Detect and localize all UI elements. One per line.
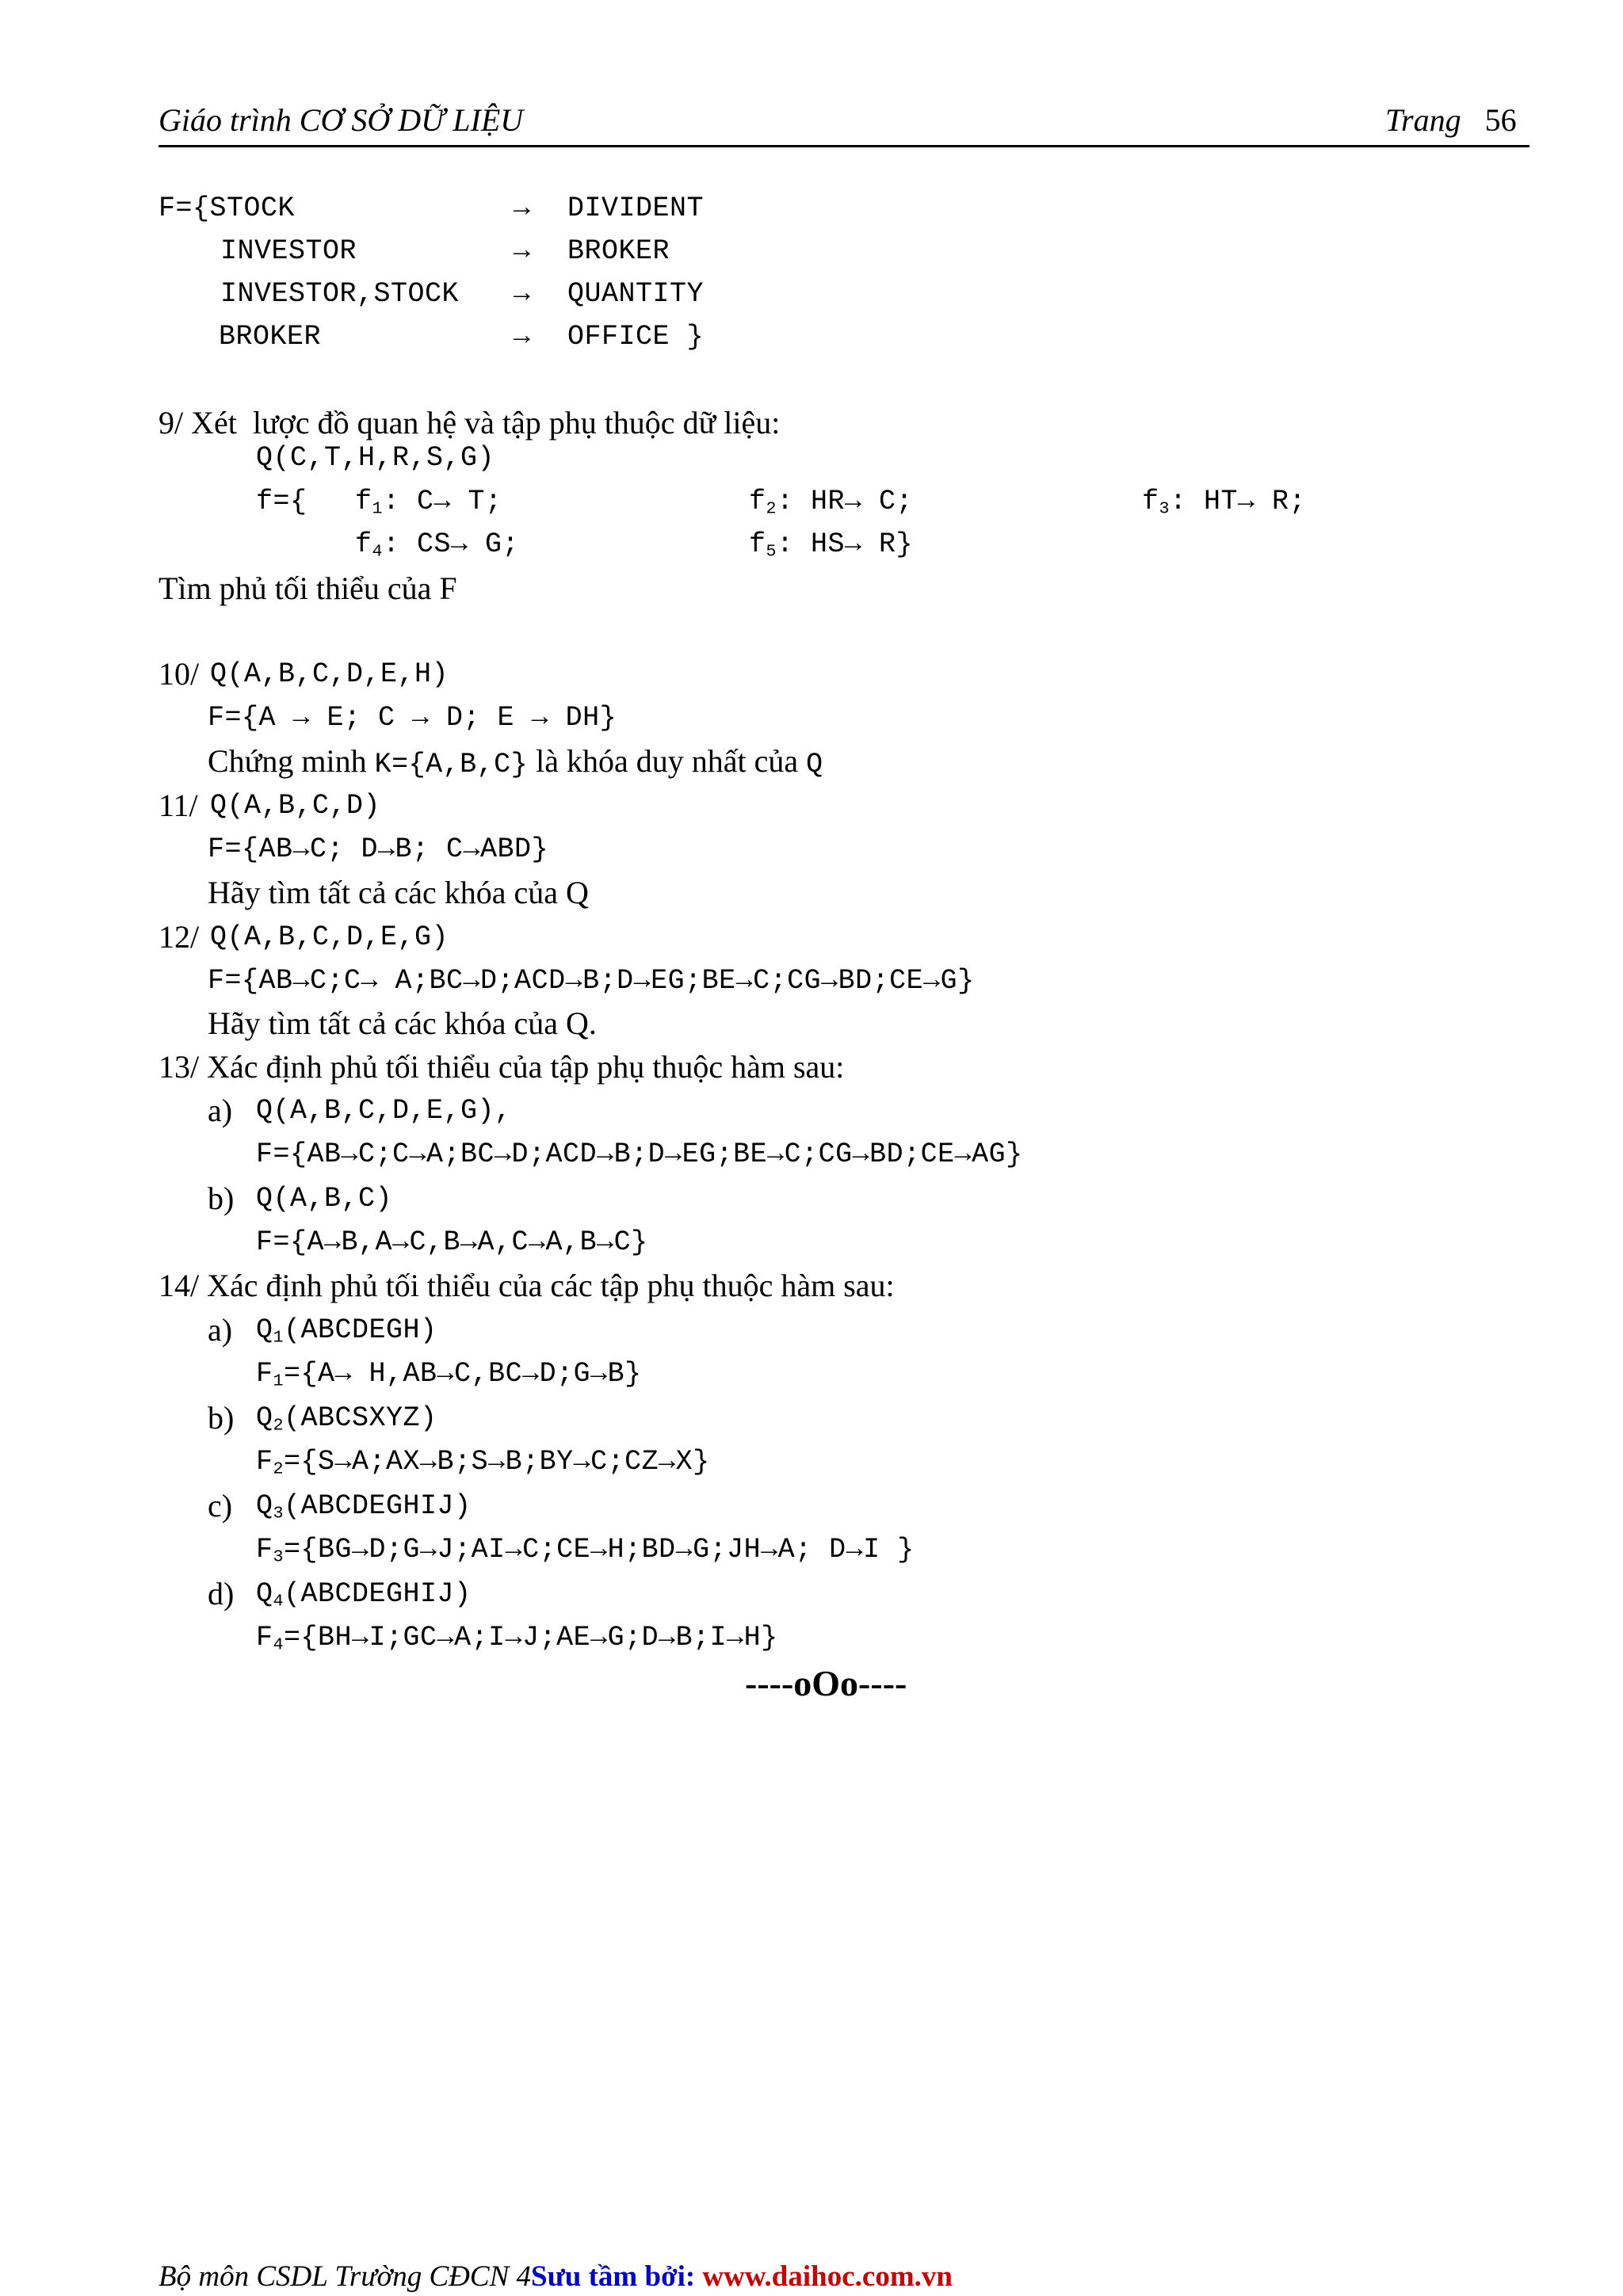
ex14-item-schema [256, 1314, 437, 1347]
f-name: F [256, 1622, 273, 1653]
f-sub: 4 [273, 1634, 285, 1655]
ex14-item-fds [256, 1358, 642, 1390]
footer-dept: Bộ môn CSDL Trường CĐCN 4 [158, 2260, 531, 2293]
f3-body: : HT→ R; [1170, 486, 1307, 517]
ex10-task [208, 742, 823, 780]
f5-name: f [749, 528, 766, 560]
q-attrs: (ABCDEGHIJ) [284, 1578, 472, 1610]
ex9-f-open: f={ [256, 486, 307, 517]
f-body: ={A→ H,AB→C,BC→D;G→B} [284, 1358, 642, 1390]
ex13-title: 13/ Xác định phủ tối thiểu của tập phụ thuộc hàm sau: [158, 1049, 845, 1085]
ex10-task-key: K={A,B,C} [374, 749, 529, 780]
ex10-fds: F={A → E; C → D; E → DH} [208, 702, 617, 734]
q-sub: 2 [273, 1415, 285, 1436]
fd-lhs: INVESTOR,STOCK [220, 278, 460, 310]
ex10-schema: Q(A,B,C,D,E,H) [210, 658, 449, 690]
q-attrs: (ABCSXYZ) [284, 1402, 437, 1434]
fd-arrow: → [514, 278, 531, 310]
ex10-task-q: Q [806, 749, 823, 780]
ex13-b-label: b) [208, 1180, 235, 1216]
ex9-schema: Q(C,T,H,R,S,G) [256, 442, 495, 474]
f-name: F [256, 1446, 273, 1478]
ex11-num: 11/ [158, 788, 198, 823]
f-body: ={BH→I;GC→A;I→J;AE→G;D→B;I→H} [284, 1622, 778, 1653]
ex14-item-label: b) [208, 1400, 235, 1436]
ex14-item-fds [256, 1446, 710, 1478]
f1-body: : C→ T; [383, 486, 502, 517]
ex10-task-b: là khóa duy nhất của [528, 743, 807, 779]
running-header-title: Giáo trình CƠ SỞ DỮ LIỆU [158, 102, 524, 138]
fd-arrow: → [514, 321, 531, 353]
fd-rhs: BROKER [567, 235, 670, 267]
f2-sub: 2 [766, 498, 777, 519]
footer-collected: Sưu tầm bởi: [531, 2260, 703, 2293]
q-attrs: (ABCDEGH) [284, 1314, 437, 1346]
ex14-item-label: a) [208, 1312, 233, 1348]
fd-arrow: → [514, 235, 531, 267]
ex14-item-label: d) [208, 1576, 235, 1611]
ex14-item-label: c) [208, 1488, 233, 1524]
q-sub: 1 [273, 1327, 285, 1348]
q-sub: 4 [273, 1591, 285, 1611]
ex13-b-fds: F={A→B,A→C,B→A,C→A,B→C} [256, 1226, 648, 1258]
fd-lhs: BROKER [219, 321, 322, 353]
q-attrs: (ABCDEGHIJ) [284, 1490, 472, 1522]
f1-sub: 1 [372, 498, 384, 519]
fd-lhs: INVESTOR [220, 235, 357, 267]
f-sub: 3 [273, 1547, 285, 1567]
f4-name: f [355, 528, 372, 560]
ex9-f1 [355, 486, 502, 518]
fd-rhs: DIVIDENT [567, 193, 705, 224]
footer [158, 2260, 953, 2294]
ex9-f2 [749, 486, 913, 518]
ex11-task: Hãy tìm tất cả các khóa của Q [208, 875, 589, 910]
f-name: F [256, 1534, 273, 1566]
ex9-f5 [749, 528, 913, 561]
fd-arrow: → [514, 193, 531, 224]
f5-body: : HS→ R} [777, 528, 914, 560]
q-name: Q [256, 1490, 273, 1522]
ex12-fds: F={AB→C;C→ A;BC→D;ACD→B;D→EG;BE→C;CG→BD;CE→G} [208, 965, 975, 997]
ex13-a-fds: F={AB→C;C→A;BC→D;ACD→B;D→EG;BE→C;CG→BD;CE→AG} [256, 1138, 1023, 1170]
ex13-a-label: a) [208, 1093, 233, 1128]
f5-sub: 5 [766, 541, 777, 562]
page-label [1385, 101, 1517, 139]
f2-name: f [749, 486, 766, 517]
f-sub: 2 [273, 1459, 285, 1479]
f4-sub: 4 [372, 541, 384, 562]
end-mark: ----oOo---- [745, 1663, 907, 1703]
ex12-task: Hãy tìm tất cả các khóa của Q. [208, 1005, 597, 1041]
q-name: Q [256, 1314, 273, 1346]
ex14-item-schema [256, 1402, 437, 1435]
ex11-fds: F={AB→C; D→B; C→ABD} [208, 833, 549, 865]
f3-sub: 3 [1159, 498, 1170, 519]
ex14-item-schema [256, 1578, 472, 1611]
f4-body: : CS→ G; [383, 528, 520, 560]
ex10-task-a: Chứng minh [208, 743, 375, 779]
ex9-task: Tìm phủ tối thiểu của F [158, 570, 457, 606]
footer-site-link[interactable]: www.daihoc.com.vn [702, 2260, 953, 2293]
ex12-num: 12/ [158, 919, 200, 955]
ex9-title: 9/ Xét lược đồ quan hệ và tập phụ thuộc dữ liệu: [158, 405, 781, 441]
ex12-schema: Q(A,B,C,D,E,G) [210, 921, 449, 953]
ex14-item-schema [256, 1490, 472, 1523]
q-name: Q [256, 1402, 273, 1434]
q-name: Q [256, 1578, 273, 1610]
f-body: ={BG→D;G→J;AI→C;CE→H;BD→G;JH→A; D→I } [284, 1534, 915, 1566]
f-sub: 1 [273, 1371, 285, 1391]
ex13-b-schema: Q(A,B,C) [256, 1183, 393, 1215]
ex13-a-schema: Q(A,B,C,D,E,G), [256, 1095, 512, 1127]
ex14-item-fds [256, 1622, 778, 1654]
ex9-f4 [355, 528, 519, 561]
ex10-num: 10/ [158, 656, 200, 692]
f-name: F [256, 1358, 273, 1390]
ex9-f3 [1142, 486, 1306, 518]
ex14-item-fds [256, 1534, 915, 1566]
q-sub: 3 [273, 1503, 285, 1524]
f2-body: : HR→ C; [777, 486, 914, 517]
fd-rhs: OFFICE } [567, 321, 705, 353]
header-rule [158, 145, 1529, 147]
fd-lhs: F={STOCK [158, 193, 296, 224]
fd-rhs: QUANTITY [567, 278, 705, 310]
f3-name: f [1142, 486, 1159, 517]
page-number: 56 [1484, 102, 1517, 138]
page-label-text: Trang [1385, 102, 1461, 138]
f-body: ={S→A;AX→B;S→B;BY→C;CZ→X} [284, 1446, 710, 1478]
ex11-schema: Q(A,B,C,D) [210, 790, 381, 822]
ex14-title: 14/ Xác định phủ tối thiểu của các tập phụ thuộc hàm sau: [158, 1268, 895, 1303]
f1-name: f [355, 486, 372, 517]
